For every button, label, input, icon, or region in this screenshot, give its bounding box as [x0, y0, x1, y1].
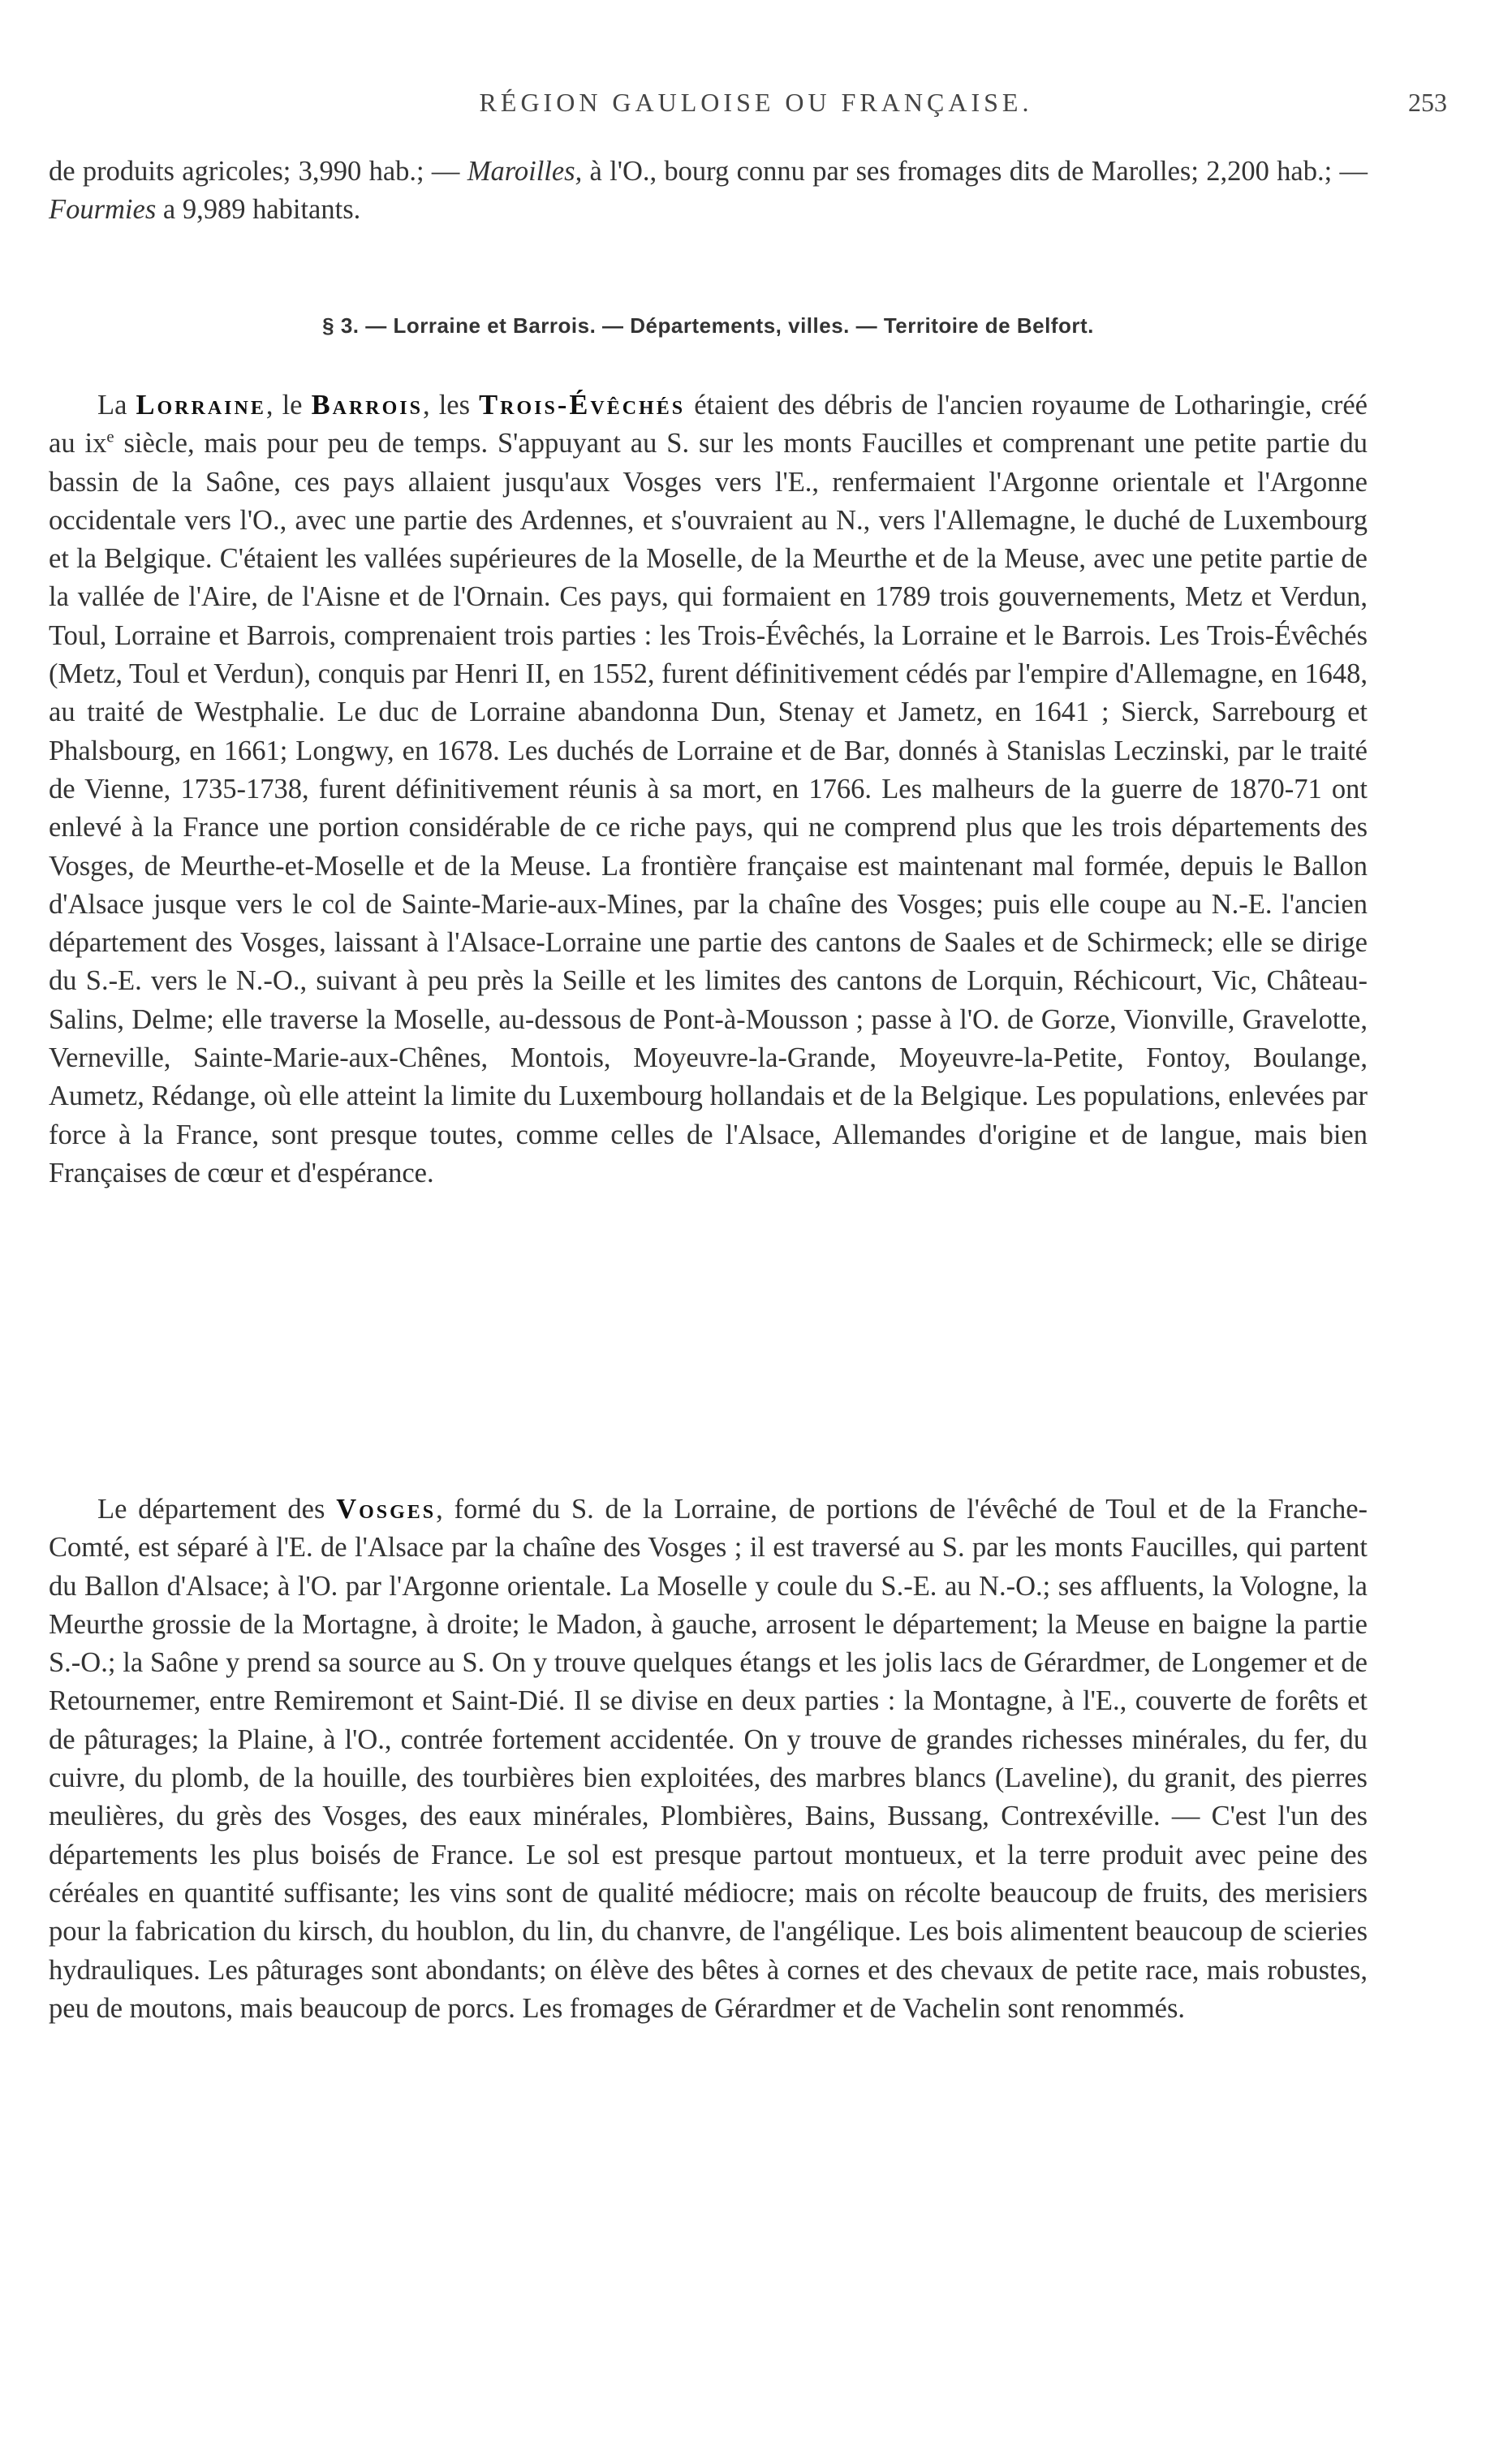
- text-run: Le département des: [97, 1494, 337, 1525]
- term-lorraine: Lorraine: [136, 390, 266, 421]
- term-vosges: Vosges: [336, 1494, 437, 1525]
- term-trois-eveches: Trois-Évêchés: [479, 390, 686, 421]
- text-run: étaient des débris de l'ancien royaume de Lotharingie, créé au: [49, 390, 1368, 459]
- superscript: e: [106, 428, 114, 446]
- text-run: La: [97, 390, 136, 421]
- text-run: à l'O., bourg connu par ses fromages dits de Marolles; 2,200 hab.; —: [582, 156, 1368, 187]
- place-maroilles: Maroilles,: [467, 156, 583, 187]
- paragraph-vosges: [49, 1490, 1368, 2028]
- section-heading: § 3. — Lorraine et Barrois. — Départements, villes. — Territoire de Belfort.: [322, 313, 1094, 338]
- text-run: , formé du S. de la Lorraine, de portions de l'évêché de Toul et de la Franche-Comté, est séparé à l'E. de l'Alsace par la chaîne des Vosges ; il est traversé au S. par les monts Faucilles, qui partent du Ballon d'Alsace; à l'O. par l'Argonne orientale. La Moselle y coule du S.-E. au N.-O.; ses affluents, la Vologne, la Meurthe grossie de la Mortagne, à droite; le Madon, à gauche, arrosent le département; la Meuse en baigne la partie S.-O.; la Saône y prend sa source au S. On y trouve quelques étangs et les jolis lacs de Gérardmer, de Longemer et de Retournemer, entre Remiremont et Saint-Dié. Il se divise en deux parties : la Montagne, à l'E., couverte de forêts et de pâturages; la Plaine, à l'O., contrée fortement accidentée. On y trouve de grandes richesses minérales, du fer, du cuivre, du plomb, de la houille, des tourbières bien exploitées, des marbres blancs (Laveline), du granit, des pierres meulières, du grès des Vosges, des eaux minérales, Plombières, Bains, Bussang, Contrexéville. — C'est l'un des départements les plus boisés de France. Le sol est presque partout montueux, et la terre produit avec peine des céréales en quantité suffisante; les vins sont de qualité médiocre; mais on récolte beaucoup de fruits, des merisiers pour la fabrication du kirsch, du houblon, du lin, du chanvre, de l'angélique. Les bois alimentent beaucoup de scieries hydrauliques. Les pâturages sont abondants; on élève des bêtes à cornes et des chevaux de petite race, mais robustes, peu de moutons, mais beaucoup de porcs. Les fromages de Gérardmer et de Vachelin sont renommés.: [49, 1494, 1368, 2024]
- page-number: 253: [1408, 88, 1447, 117]
- text-run: a 9,989 habitants.: [156, 194, 361, 226]
- text-run: , le: [265, 390, 312, 421]
- running-head: RÉGION GAULOISE OU FRANÇAISE.: [479, 88, 1033, 117]
- term-barrois: Barrois: [311, 390, 423, 421]
- text-run: de produits agricoles; 3,990 hab.; —: [49, 156, 467, 187]
- page-header: [49, 88, 1463, 128]
- paragraph-lorraine: [49, 386, 1368, 1193]
- place-fourmies: Fourmies: [49, 194, 157, 226]
- text-run: siècle, mais pour peu de temps. S'appuyant au S. sur les monts Faucilles et comprenant une petite partie du bassin de la Saône, ces pays allaient jusqu'aux Vosges vers l'E., renfermaient l'Argonne orientale et l'Argonne occidentale vers l'O., avec une partie des Ardennes, et s'ouvraient au N., vers l'Allemagne, le duché de Luxembourg et la Belgique. C'étaient les vallées supérieures de la Moselle, de la Meurthe et de la Meuse, avec une petite partie de la vallée de l'Aire, de l'Aisne et de l'Ornain. Ces pays, qui formaient en 1789 trois gouvernements, Metz et Verdun, Toul, Lorraine et Barrois, comprenaient trois parties : les Trois-Évêchés, la Lorraine et le Barrois. Les Trois-Évêchés (Metz, Toul et Verdun), conquis par Henri II, en 1552, furent définitivement cédés par l'empire d'Allemagne, en 1648, au traité de Westphalie. Le duc de Lorraine abandonna Dun, Stenay et Jametz, en 1641 ; Sierck, Sarrebourg et Phalsbourg, en 1661; Longwy, en 1678. Les duchés de Lorraine et de Bar, donnés à Stanislas Leczinski, par le traité de Vienne, 1735-1738, furent définitivement réunis à sa mort, en 1766. Les malheurs de la guerre de 1870-71 ont enlevé à la France une portion considérable de ce riche pays, qui ne comprend plus que les trois départements des Vosges, de Meurthe-et-Moselle et de la Meuse. La frontière française est maintenant mal formée, depuis le Ballon d'Alsace jusque vers le col de Sainte-Marie-aux-Mines, par la chaîne des Vosges; puis elle coupe au N.-E. l'ancien département des Vosges, laissant à l'Alsace-Lorraine une partie des cantons de Saales et de Schirmeck; elle se dirige du S.-E. vers le N.-O., suivant à peu près la Seille et les limites des cantons de Lorquin, Réchicourt, Vic, Château-Salins, Delme; elle traverse la Moselle, au-dessous de Pont-à-Mousson ; passe à l'O. de Gorze, Vionville, Gravelotte, Verneville, Sainte-Marie-aux-Chênes, Montois, Moyeuvre-la-Grande, Moyeuvre-la-Petite, Fontoy, Boulange, Aumetz, Rédange, où elle atteint la limite du Luxembourg hollandais et de la Belgique. Les populations, enlevées par force à la France, sont presque toutes, comme celles de l'Alsace, Allemandes d'origine et de langue, mais bien Françaises de cœur et d'espérance.: [49, 428, 1368, 1188]
- text-run: , les: [422, 390, 480, 421]
- century-numeral: ix: [84, 428, 107, 459]
- paragraph-continuation: [49, 153, 1368, 230]
